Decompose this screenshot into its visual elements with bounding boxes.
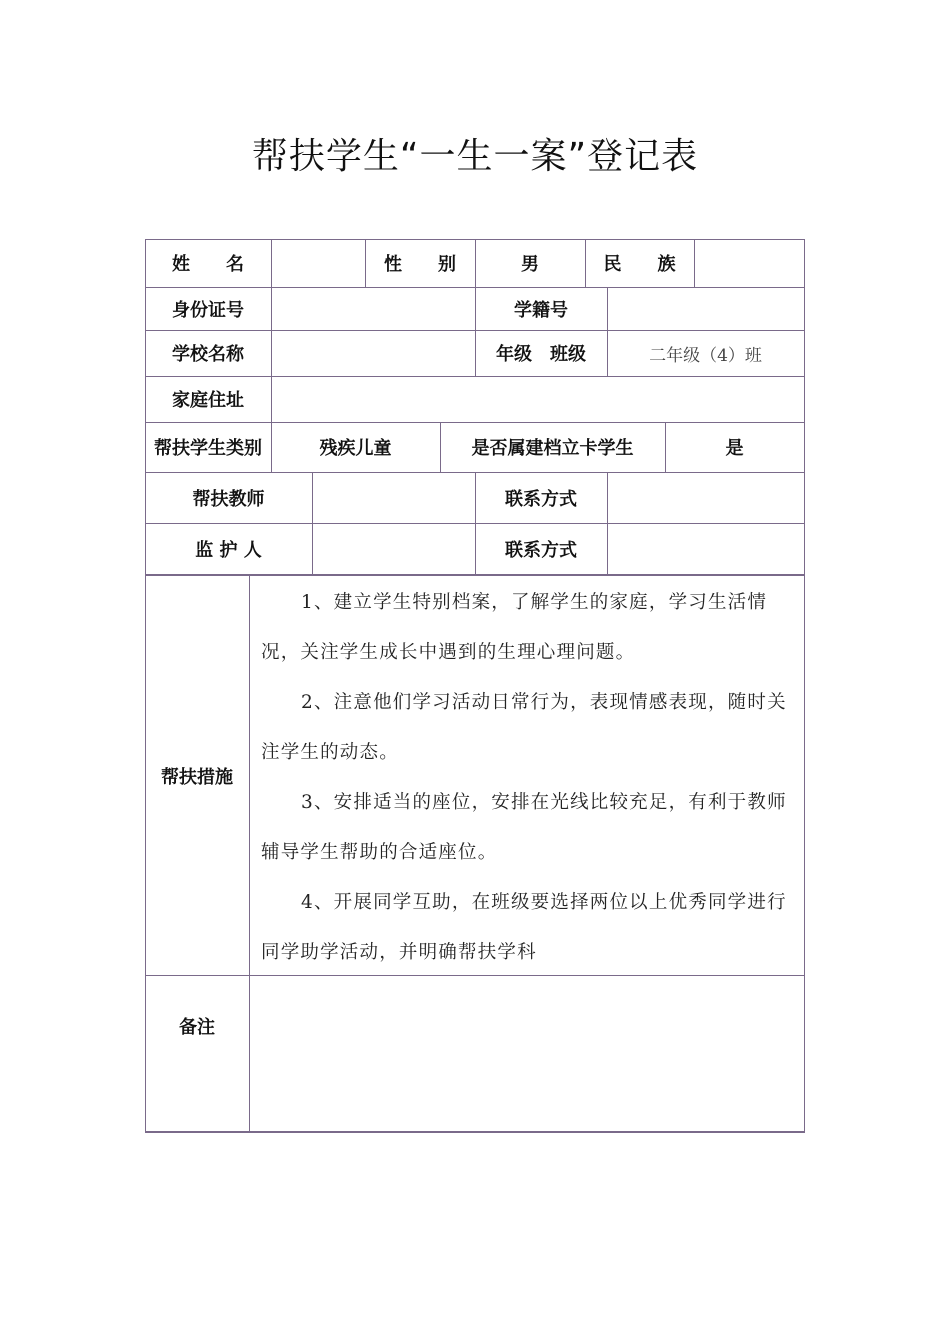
- student-number-field[interactable]: [607, 287, 804, 330]
- school-name-label: 学校名称: [172, 344, 244, 365]
- gender-field[interactable]: 男: [521, 254, 539, 275]
- id-number-field[interactable]: [271, 287, 475, 330]
- measure-item: 3、安排适当的座位，安排在光线比较充足，有利于教师辅导学生帮助的合适座位。: [261, 792, 787, 863]
- remarks-label: 备注: [179, 1017, 215, 1038]
- home-address-field[interactable]: [271, 376, 804, 422]
- id-number-label: 身份证号: [172, 299, 244, 321]
- guardian-contact-field[interactable]: [607, 523, 804, 574]
- gender-label: 性 别: [384, 254, 456, 275]
- student-category-label: 帮扶学生类别: [154, 438, 262, 459]
- registered-poor-label: 是否属建档立卡学生: [471, 438, 634, 459]
- school-name-field[interactable]: [271, 330, 475, 376]
- grade-class-label: 年级 班级: [496, 344, 586, 365]
- teacher-contact-field[interactable]: [607, 472, 804, 523]
- student-category-field[interactable]: 残疾儿童: [319, 438, 392, 459]
- measure-item: 1、建立学生特别档案，了解学生的家庭，学习生活情况，关注学生成长中遇到的生理心理问题。: [261, 592, 768, 663]
- support-measures-text: [261, 578, 799, 978]
- grade-class-field[interactable]: 二年级（4）班: [649, 345, 762, 366]
- registered-poor-field[interactable]: 是: [725, 438, 744, 459]
- remarks-field[interactable]: [249, 976, 804, 1131]
- student-number-label: 学籍号: [514, 299, 568, 321]
- guardian-contact-label: 联系方式: [505, 539, 577, 561]
- home-address-label: 家庭住址: [172, 390, 244, 411]
- name-label: 姓 名: [172, 254, 244, 275]
- support-teacher-label: 帮扶教师: [192, 488, 265, 510]
- measure-item: 4、开展同学互助，在班级要选择两位以上优秀同学进行同学助学活动，并明确帮扶学科: [261, 892, 787, 963]
- support-teacher-field[interactable]: [312, 472, 475, 523]
- guardian-label: 监 护 人: [195, 539, 262, 561]
- support-measures-label: 帮扶措施: [161, 766, 233, 788]
- ethnicity-field[interactable]: [694, 239, 804, 287]
- ethnicity-label: 民 族: [603, 254, 676, 275]
- measure-item: 2、注意他们学习活动日常行为，表现情感表现，随时关注学生的动态。: [261, 692, 787, 763]
- teacher-contact-label: 联系方式: [505, 488, 577, 510]
- guardian-field[interactable]: [312, 523, 475, 574]
- name-field[interactable]: [271, 239, 365, 287]
- page-title: 帮扶学生“一生一案”登记表: [251, 136, 699, 177]
